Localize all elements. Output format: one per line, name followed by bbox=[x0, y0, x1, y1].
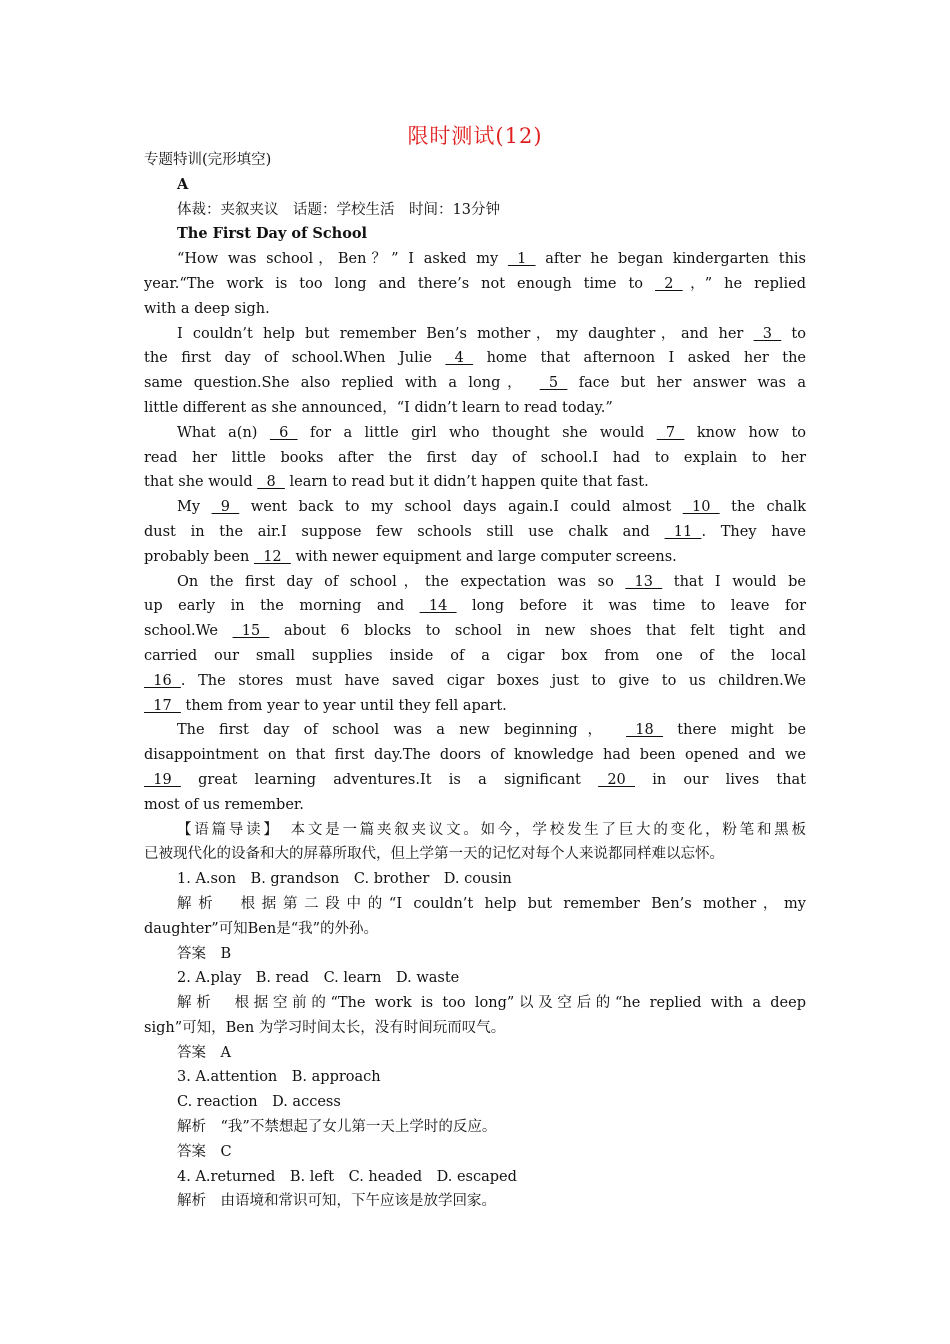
text-line: “How was school，Ben？” I asked my 1 after he began kindergarten this bbox=[144, 247, 806, 272]
text-line: 解析 “我”不禁想起了女儿第一天上学时的反应。 bbox=[177, 1119, 497, 1136]
text-line: What a(n) 6 for a little girl who thought she would 7 know how to bbox=[144, 421, 806, 446]
blank-20: 20 bbox=[598, 771, 635, 788]
blank-15: 15 bbox=[232, 623, 270, 640]
blank-9: 9 bbox=[211, 499, 240, 516]
blank-18: 18 bbox=[626, 722, 663, 739]
text-line: 解析 根据空前的“The work is too long”以及空后的“he replied with a deep bbox=[177, 995, 806, 1012]
blank-4: 4 bbox=[445, 350, 474, 367]
blank-17: 17 bbox=[144, 697, 181, 714]
blank-8: 8 bbox=[257, 474, 285, 491]
blank-5: 5 bbox=[539, 375, 568, 392]
text-line: carried our small supplies inside of a cigar box from one of the local bbox=[144, 647, 806, 664]
text-line: little different as she announced，“I didn’t learn to read today.” bbox=[144, 399, 613, 416]
text-line: 解析 根据第二段中的“I couldn’t help but remember Ben’s mother，my bbox=[177, 895, 806, 912]
text-line: year.“The work is too long and there’s not enough time to 2 ，” he replied bbox=[144, 272, 806, 297]
text-line: 专题特训(完形填空) bbox=[144, 152, 272, 168]
blank-19: 19 bbox=[144, 771, 181, 788]
text-line: probably been 12 with newer equipment and large computer screens. bbox=[144, 545, 806, 570]
blank-2: 2 bbox=[655, 275, 683, 292]
text-line: My 9 went back to my school days again.I could almost 10 the chalk bbox=[144, 495, 806, 520]
text-line: daughter”可知Ben是“我”的外孙。 bbox=[144, 920, 379, 937]
blank-3: 3 bbox=[753, 325, 782, 342]
blank-11: 11 bbox=[664, 523, 702, 540]
text-line: 答案 A bbox=[177, 1044, 231, 1061]
text-line: up early in the morning and 14 long before it was time to leave for bbox=[144, 594, 806, 619]
text-line: that she would 8 learn to read but it didn’t happen quite that fast. bbox=[144, 470, 806, 495]
text-line: I couldn’t help but remember Ben’s mother，my daughter，and her 3 to bbox=[144, 322, 806, 347]
text-line: dust in the air.I suppose few schools still use chalk and 11 . They have bbox=[144, 520, 806, 545]
blank-12: 12 bbox=[253, 548, 291, 565]
blank-16: 16 bbox=[144, 672, 181, 689]
text-line: 答案 C bbox=[177, 1143, 232, 1160]
text-line: disappointment on that first day.The doors of knowledge had been opened and we bbox=[144, 747, 806, 764]
text-line: 19 great learning adventures.It is a significant 20 in our lives that bbox=[144, 768, 806, 793]
text-line: 1. A.son B. grandson C. brother D. cousin bbox=[177, 871, 512, 888]
blank-7: 7 bbox=[656, 424, 685, 441]
text-line: The First Day of School bbox=[177, 225, 368, 243]
text-line: sigh”可知，Ben 为学习时间太长，没有时间玩而叹气。 bbox=[144, 1019, 506, 1036]
text-line: A bbox=[177, 175, 189, 193]
text-line: with a deep sigh. bbox=[144, 300, 270, 317]
text-line: The first day of school was a new beginning， 18 there might be bbox=[144, 718, 806, 743]
text-line: 4. A.returned B. left C. headed D. escaped bbox=[177, 1168, 517, 1185]
document-body bbox=[144, 148, 806, 1214]
text-line: 3. A.attention B. approach bbox=[177, 1069, 381, 1086]
text-line: 已被现代化的设备和大的屏幕所取代，但上学第一天的记忆对每个人来说都同样难以忘怀。 bbox=[144, 846, 724, 863]
text-line: school.We 15 about 6 blocks to school in new shoes that felt tight and bbox=[144, 619, 806, 644]
text-line: read her little books after the first day of school.I had to explain to her bbox=[144, 449, 806, 466]
blank-6: 6 bbox=[269, 424, 298, 441]
text-line: 【语篇导读】 本文是一篇夹叙夹议文。如今，学校发生了巨大的变化，粉笔和黑板 bbox=[177, 821, 806, 838]
text-line: same question.She also replied with a long， 5 face but her answer was a bbox=[144, 371, 806, 396]
text-line: 解析 由语境和常识可知，下午应该是放学回家。 bbox=[177, 1193, 496, 1210]
blank-1: 1 bbox=[507, 251, 536, 268]
text-line: 答案 B bbox=[177, 945, 232, 962]
blank-10: 10 bbox=[682, 499, 720, 516]
text-line: 体裁：夹叙夹议 话题：学校生活 时间：13分钟 bbox=[177, 201, 500, 218]
page-title: 限时测试(12) bbox=[407, 124, 543, 148]
blank-13: 13 bbox=[625, 573, 663, 590]
text-line: 16 . The stores must have saved cigar boxes just to give to us children.We bbox=[144, 669, 806, 694]
text-line: 2. A.play B. read C. learn D. waste bbox=[177, 970, 460, 987]
text-line: On the first day of school，the expectation was so 13 that I would be bbox=[144, 570, 806, 595]
blank-14: 14 bbox=[419, 598, 457, 615]
text-line: most of us remember. bbox=[144, 796, 304, 813]
text-line: the first day of school.When Julie 4 home that afternoon I asked her the bbox=[144, 346, 806, 371]
text-line: 17 them from year to year until they fell apart. bbox=[144, 694, 806, 719]
text-line: C. reaction D. access bbox=[177, 1094, 341, 1111]
